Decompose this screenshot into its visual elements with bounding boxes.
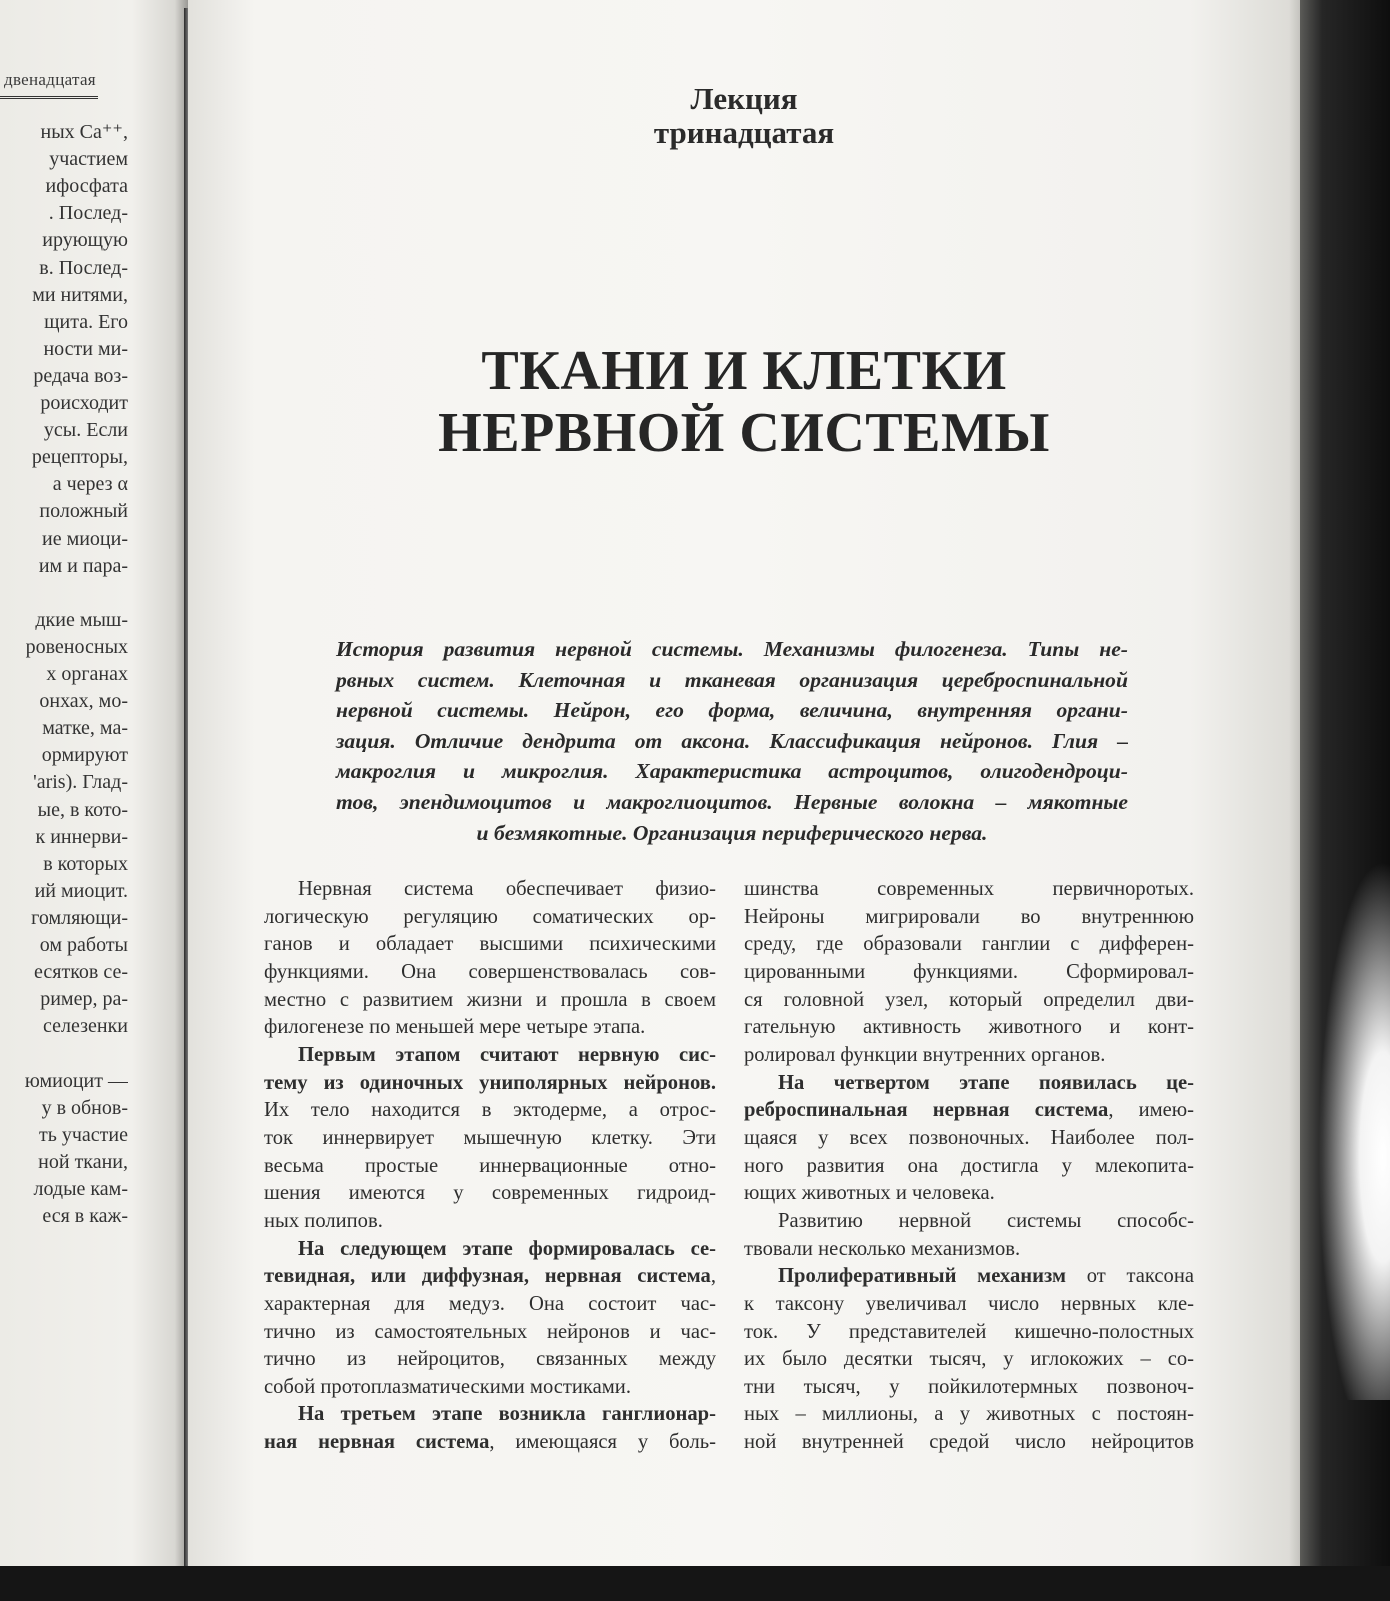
text-run: ся головной узел, который определил дви- — [744, 988, 1194, 1011]
text-run: Их тело находится в эктодерме, а отрос- — [264, 1099, 716, 1122]
text-run: твовали несколько механизмов. — [744, 1237, 1021, 1260]
abstract-line: и безмякотные. Организация периферического нерва. — [476, 820, 988, 845]
body-line — [744, 1236, 1194, 1264]
text-run: шинства современных первичноротых. — [744, 878, 1194, 900]
page-gutter — [184, 8, 188, 1568]
abstract-line: макроглия и микроглия. Характеристика астроцитов, олигодендроци- — [336, 759, 1128, 784]
text-run: среду, где образовали ганглии с дифферен- — [744, 933, 1194, 956]
body-line — [744, 1401, 1194, 1429]
body-line — [744, 1291, 1194, 1319]
body-line — [744, 1153, 1194, 1181]
body-line — [264, 1429, 716, 1457]
left-page-line: ности ми- — [43, 337, 128, 360]
page-curl-highlight — [1318, 860, 1390, 1400]
abstract-line: тов, эпендимоцитов и макроглиоцитов. Нервные волокна – мякотные — [336, 789, 1128, 814]
left-page-line: дкие мыш- — [35, 608, 128, 631]
body-line — [744, 1429, 1194, 1457]
body-line — [744, 876, 1194, 904]
text-run: тично из нейроцитов, связанных между — [264, 1348, 716, 1371]
left-page-line: юмиоцит — — [24, 1069, 128, 1092]
body-line — [264, 904, 716, 932]
left-page-line: к иннерви- — [35, 825, 128, 848]
left-page-header-rule — [0, 96, 98, 99]
left-page-line: им и пара- — [38, 554, 128, 577]
text-run: ющих животных и человека. — [744, 1182, 995, 1205]
text-run: ганов и обладает высшими психическими — [264, 933, 716, 956]
body-line — [744, 959, 1194, 987]
body-line — [264, 1346, 716, 1374]
text-run: собой протоплазматическими мостиками. — [264, 1375, 631, 1398]
text-run: ток. У представителей кишечно-полостных — [744, 1320, 1194, 1343]
left-page-line: ирующую — [42, 229, 128, 252]
bold-term: тему из одиночных униполярных нейронов. — [264, 1071, 716, 1094]
left-page-line: ть участие — [39, 1123, 128, 1146]
body-line — [744, 931, 1194, 959]
left-page-line: в которых — [43, 852, 128, 875]
body-line — [264, 1401, 716, 1429]
left-page-line: роисходит — [40, 392, 128, 414]
left-page-line: ий миоцит. — [34, 879, 128, 902]
body-line — [744, 1097, 1194, 1125]
body-line — [264, 1014, 716, 1042]
left-page-line: матке, ма- — [42, 717, 128, 740]
body-line — [264, 1125, 716, 1153]
text-run: ных полипов. — [264, 1209, 383, 1232]
left-page-line: участием — [49, 148, 128, 171]
bold-term: На следующем этапе формировалась се- — [298, 1237, 716, 1260]
text-run: весьма простые иннервационные отно- — [264, 1154, 716, 1177]
chapter-title-line-2: НЕРВНОЙ СИСТЕМЫ — [438, 402, 1050, 464]
left-page-line: ми нитями, — [32, 283, 128, 306]
body-line — [264, 876, 716, 904]
body-column-right — [744, 876, 1194, 1457]
bold-term: ная нервная система — [264, 1431, 490, 1454]
left-page-line: лодые кам- — [33, 1177, 128, 1200]
text-run: цированными функциями. Сформировал- — [744, 960, 1194, 983]
body-line — [744, 1180, 1194, 1208]
text-run: Нервная система обеспечивает физио- — [298, 878, 716, 900]
bold-term: тевидная, или диффузная, нервная система — [264, 1265, 711, 1288]
facing-page-left — [0, 0, 188, 1568]
text-run: ных – миллионы, а у животных с постоян- — [744, 1403, 1194, 1426]
left-page-line: . Послед- — [48, 202, 128, 225]
bold-term: реброспинальная нервная система — [744, 1099, 1109, 1122]
body-line — [264, 1236, 716, 1264]
text-run: их было десятки тысяч, у иглокожих – со- — [744, 1348, 1194, 1371]
text-run: тни тысяч, у пойкилотермных позвоноч- — [744, 1375, 1194, 1398]
text-run: гательную активность животного и конт- — [744, 1016, 1194, 1039]
left-page-line: ие миоци- — [41, 527, 128, 550]
left-page-line: ормируют — [41, 744, 128, 767]
left-page-line: ифосфата — [45, 175, 128, 198]
left-page-line: селезенки — [43, 1015, 128, 1038]
left-page-line: ом работы — [39, 934, 128, 956]
left-page-line: гомляющи- — [31, 906, 128, 929]
chapter-title-line-1: ТКАНИ И КЛЕТКИ — [481, 340, 1007, 402]
left-page-line: есятков се- — [34, 961, 128, 984]
text-run: от таксона — [1066, 1265, 1194, 1288]
text-run: филогенезе по меньшей мере четыре этапа. — [264, 1016, 646, 1039]
bold-term: На третьем этапе возникла ганглионар- — [298, 1403, 716, 1426]
body-line — [744, 904, 1194, 932]
left-page-line: у в обнов- — [41, 1096, 128, 1119]
left-page-line: еся в каж- — [42, 1205, 128, 1227]
text-run: характерная для медуз. Она состоит час- — [264, 1292, 716, 1315]
left-page-line: щита. Его — [44, 310, 128, 333]
body-line — [264, 1319, 716, 1347]
text-run: , — [710, 1265, 716, 1288]
body-line — [264, 1180, 716, 1208]
chapter-abstract — [336, 634, 1128, 848]
body-line — [744, 1208, 1194, 1236]
body-line — [264, 1263, 716, 1291]
left-page-line: усы. Если — [43, 419, 128, 442]
bold-term: Первым этапом считают нервную сис- — [298, 1043, 716, 1066]
text-run: ной внутренней средой число нейроцитов — [744, 1431, 1194, 1454]
left-page-running-header: двенадцатая — [4, 70, 96, 89]
left-page-line: ые, в кото- — [37, 798, 128, 821]
left-page-line: редача воз- — [33, 364, 128, 387]
bottom-shadow — [0, 1566, 1390, 1601]
body-line — [744, 1319, 1194, 1347]
body-line — [744, 1070, 1194, 1098]
left-page-line: ных Ca⁺⁺, — [40, 121, 128, 143]
body-line — [744, 1346, 1194, 1374]
body-line — [264, 1291, 716, 1319]
body-line — [744, 1042, 1194, 1070]
lecture-line-1: Лекция — [690, 81, 798, 116]
left-page-line: рецепторы, — [31, 446, 128, 469]
text-run: , имеющаяся у боль- — [489, 1431, 716, 1454]
body-line — [264, 1097, 716, 1125]
abstract-line: нервной системы. Нейрон, его форма, величина, внутренняя органи- — [336, 698, 1128, 723]
text-run: тично из самостоятельных нейронов и час- — [264, 1320, 716, 1343]
abstract-line: рвных систем. Клеточная и тканевая организация цереброспинальной — [336, 667, 1128, 692]
text-run: местно с развитием жизни и прошла в своем — [264, 988, 716, 1011]
body-line — [744, 1125, 1194, 1153]
text-run: ток иннервирует мышечную клетку. Эти — [264, 1126, 716, 1149]
text-run: Нейроны мигрировали во внутреннюю — [744, 905, 1194, 928]
chapter-title — [188, 340, 1300, 464]
left-page-line: х органах — [46, 663, 128, 685]
text-run: Развитию нервной системы способс- — [778, 1209, 1194, 1232]
body-line — [744, 1263, 1194, 1291]
body-line — [264, 1208, 716, 1236]
left-page-line: 'aris). Глад- — [33, 771, 128, 794]
text-run: к таксону увеличивал число нервных кле- — [744, 1292, 1194, 1315]
text-run: логическую регуляцию соматических ор- — [264, 905, 716, 928]
left-page-line: в. Послед- — [39, 256, 128, 279]
body-column-left — [264, 876, 716, 1457]
body-line — [264, 959, 716, 987]
body-line — [744, 1374, 1194, 1402]
bold-term: Пролиферативный механизм — [778, 1265, 1066, 1288]
text-run: шения имеются у современных гидроид- — [264, 1182, 716, 1205]
abstract-line: зация. Отличие дендрита от аксона. Классификация нейронов. Глия – — [336, 728, 1128, 753]
text-run: ного развития она достигла у млекопита- — [744, 1154, 1194, 1177]
left-page-line: положный — [39, 500, 128, 523]
text-run: функциями. Она совершенствовалась сов- — [264, 960, 716, 983]
bold-term: На четвертом этапе появилась це- — [778, 1071, 1194, 1094]
body-line — [264, 1042, 716, 1070]
body-line — [264, 1374, 716, 1402]
text-run: ролировал функции внутренних органов. — [744, 1043, 1106, 1066]
left-page-line: онхах, мо- — [39, 690, 128, 713]
left-page-line: ример, ра- — [40, 988, 128, 1011]
body-line — [744, 987, 1194, 1015]
lecture-number — [188, 82, 1300, 150]
abstract-line: История развития нервной системы. Механизмы филогенеза. Типы не- — [336, 637, 1128, 661]
text-run: щаяся у всех позвоночных. Наиболее пол- — [744, 1126, 1194, 1149]
lecture-line-2: тринадцатая — [653, 115, 835, 150]
left-page-line: а через α — [52, 473, 128, 496]
body-line — [744, 1014, 1194, 1042]
text-run: , имею- — [1108, 1099, 1195, 1122]
body-line — [264, 987, 716, 1015]
left-page-line: ной ткани, — [38, 1150, 128, 1173]
body-line — [264, 1070, 716, 1098]
body-line — [264, 1153, 716, 1181]
body-line — [264, 931, 716, 959]
left-page-line: ровеносных — [25, 635, 128, 658]
